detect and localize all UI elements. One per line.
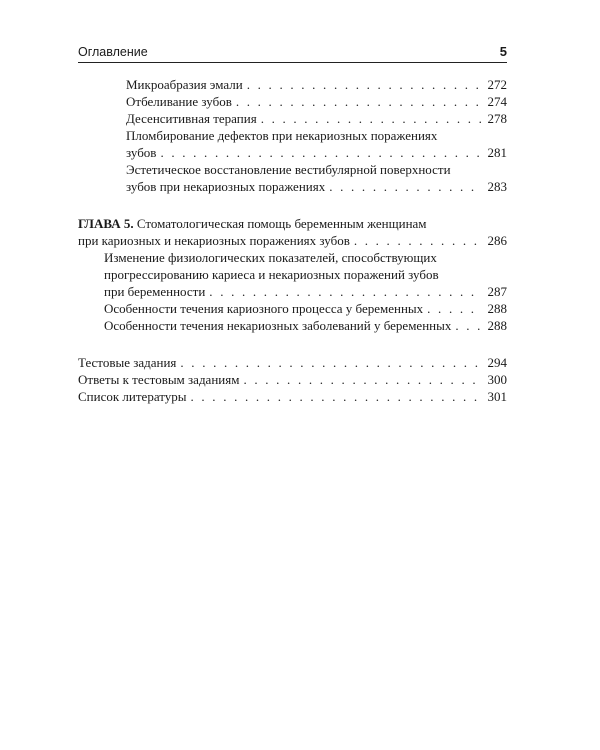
table-of-contents: [78, 76, 507, 405]
chapter-title: Стоматологическая помощь беременным женщинам: [136, 216, 427, 231]
toc-entry[interactable]: [78, 388, 507, 405]
leader-dots: [427, 300, 481, 317]
toc-entry-page: 294: [487, 355, 507, 370]
toc-back-matter: [78, 354, 507, 405]
toc-entry-title-line: Пломбирование дефектов при некариозных поражениях: [126, 128, 438, 143]
toc-chapter-5[interactable]: [78, 215, 507, 249]
toc-entry-title: Микроабразия эмали: [126, 77, 243, 92]
toc-entry-page: 288: [487, 318, 507, 333]
chapter-title-line: [78, 215, 507, 232]
toc-section-group: [126, 76, 507, 195]
leader-dots: [354, 232, 481, 249]
toc-entry-page: 300: [487, 372, 507, 387]
leader-dots: [329, 178, 481, 195]
toc-entry-page: 274: [487, 94, 507, 109]
toc-entry[interactable]: [126, 110, 507, 127]
toc-entry-title: Особенности течения кариозного процесса у беременных: [104, 301, 424, 316]
toc-entry-title-line: Эстетическое восстановление вестибулярной поверхности: [126, 162, 451, 177]
toc-entry-page: 278: [487, 111, 507, 126]
toc-entry[interactable]: [104, 317, 507, 334]
leader-dots: [455, 317, 481, 334]
chapter-label: ГЛАВА 5.: [78, 216, 134, 231]
toc-entry-title: Отбеливание зубов: [126, 94, 232, 109]
header-page-number: 5: [499, 44, 507, 59]
leader-dots: [191, 388, 482, 405]
toc-entry-multiline[interactable]: [104, 249, 507, 300]
toc-entry-title: Ответы к тестовым заданиям: [78, 372, 240, 387]
toc-entry-title: зубов при некариозных поражениях: [126, 179, 326, 194]
leader-dots: [236, 93, 481, 110]
toc-subsection-group: [104, 249, 507, 334]
toc-entry-title: Особенности течения некариозных заболеваний у беременных: [104, 318, 452, 333]
chapter-title-cont: при кариозных и некариозных поражениях зубов: [78, 233, 350, 248]
toc-entry-title-line: прогрессированию кариеса и некариозных поражений зубов: [104, 267, 439, 282]
toc-entry-page: 272: [487, 77, 507, 92]
toc-entry-page: 301: [487, 389, 507, 404]
toc-entry-page: 287: [487, 284, 507, 299]
toc-entry-page: 281: [487, 145, 507, 160]
toc-entry-title: Список литературы: [78, 389, 187, 404]
toc-entry[interactable]: [104, 300, 507, 317]
toc-entry-multiline[interactable]: [126, 127, 507, 161]
running-header: [78, 44, 507, 63]
chapter-page: 286: [487, 233, 507, 248]
leader-dots: [261, 110, 481, 127]
toc-entry[interactable]: [126, 93, 507, 110]
toc-entry[interactable]: [78, 371, 507, 388]
leader-dots: [247, 76, 481, 93]
toc-entry-title: при беременности: [104, 284, 206, 299]
header-title: Оглавление: [78, 45, 148, 59]
toc-entry-title: зубов: [126, 145, 157, 160]
leader-dots: [209, 283, 481, 300]
toc-entry-page: 288: [487, 301, 507, 316]
leader-dots: [160, 144, 481, 161]
leader-dots: [180, 354, 481, 371]
toc-entry[interactable]: [126, 76, 507, 93]
toc-entry-multiline[interactable]: [126, 161, 507, 195]
toc-entry-title-line: Изменение физиологических показателей, способствующих: [104, 250, 437, 265]
toc-entry-title: Десенситивная терапия: [126, 111, 257, 126]
leader-dots: [243, 371, 481, 388]
toc-entry-page: 283: [487, 179, 507, 194]
toc-entry-title: Тестовые задания: [78, 355, 177, 370]
toc-entry[interactable]: [78, 354, 507, 371]
